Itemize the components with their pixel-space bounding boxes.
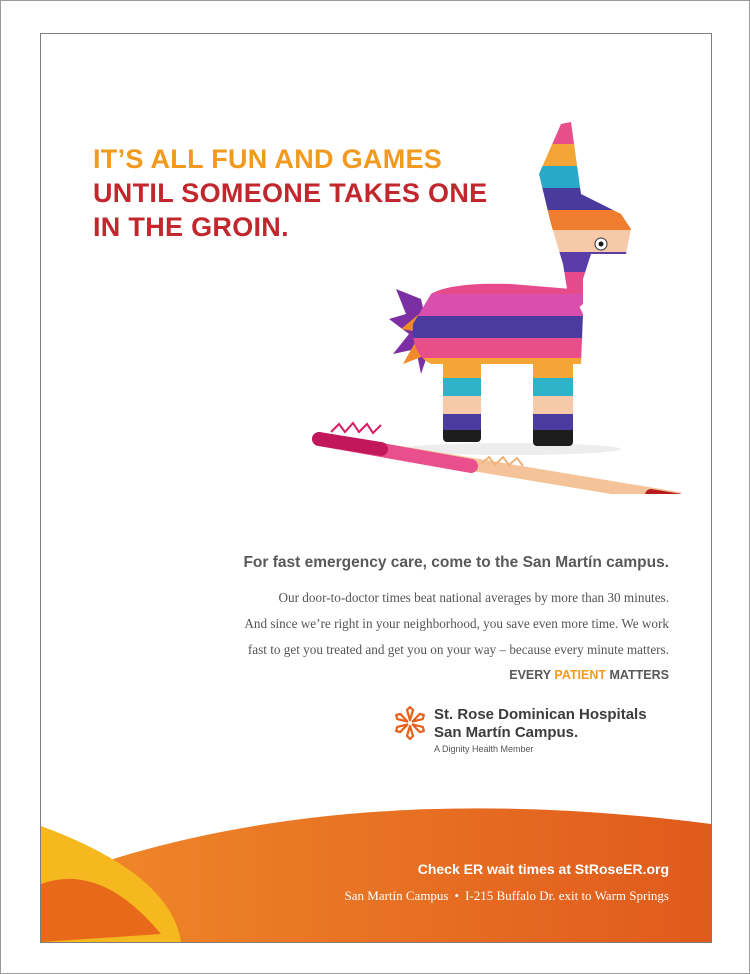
body-line-1: Our door-to-doctor times beat national averages by more than 30 minutes. [278, 590, 669, 605]
er-wait-times-link[interactable]: Check ER wait times at StRoseER.org [417, 861, 669, 877]
tagline-highlight: PATIENT [554, 668, 607, 682]
headline-line-2: UNTIL SOMEONE TAKES ONE [93, 178, 488, 208]
tagline-after: MATTERS [606, 668, 669, 682]
headline-line-3: IN THE GROIN. [93, 212, 289, 242]
dignity-health-flower-icon [393, 706, 427, 740]
advertisement [40, 33, 712, 943]
body-line-3: fast to get you treated and get you on your way – because every minute matters. [247, 642, 669, 657]
pinata-body [371, 114, 671, 450]
donkey-pinata-image [271, 114, 681, 494]
dignity-member-text: A Dignity Health Member [434, 744, 534, 754]
hospital-logo [393, 704, 673, 764]
tagline [509, 668, 669, 682]
body-copy [149, 585, 669, 663]
tagline-before: EVERY [509, 668, 555, 682]
campus-address [345, 888, 670, 904]
campus-directions: I-215 Buffalo Dr. exit to Warm Springs [465, 888, 669, 903]
address-separator: • [454, 888, 460, 903]
hospital-name-line-2: San Martín Campus. [434, 724, 579, 741]
headline-line-1: IT’S ALL FUN AND GAMES [93, 144, 443, 174]
hospital-name [434, 706, 647, 742]
body-line-2: And since we’re right in your neighborhood, you save even more time. We work [244, 616, 669, 631]
subheadline: For fast emergency care, come to the San Martín campus. [243, 554, 669, 571]
pinata-stick [319, 423, 681, 494]
hospital-name-line-1: St. Rose Dominican Hospitals [434, 706, 647, 723]
campus-name: San Martín Campus [344, 888, 449, 903]
